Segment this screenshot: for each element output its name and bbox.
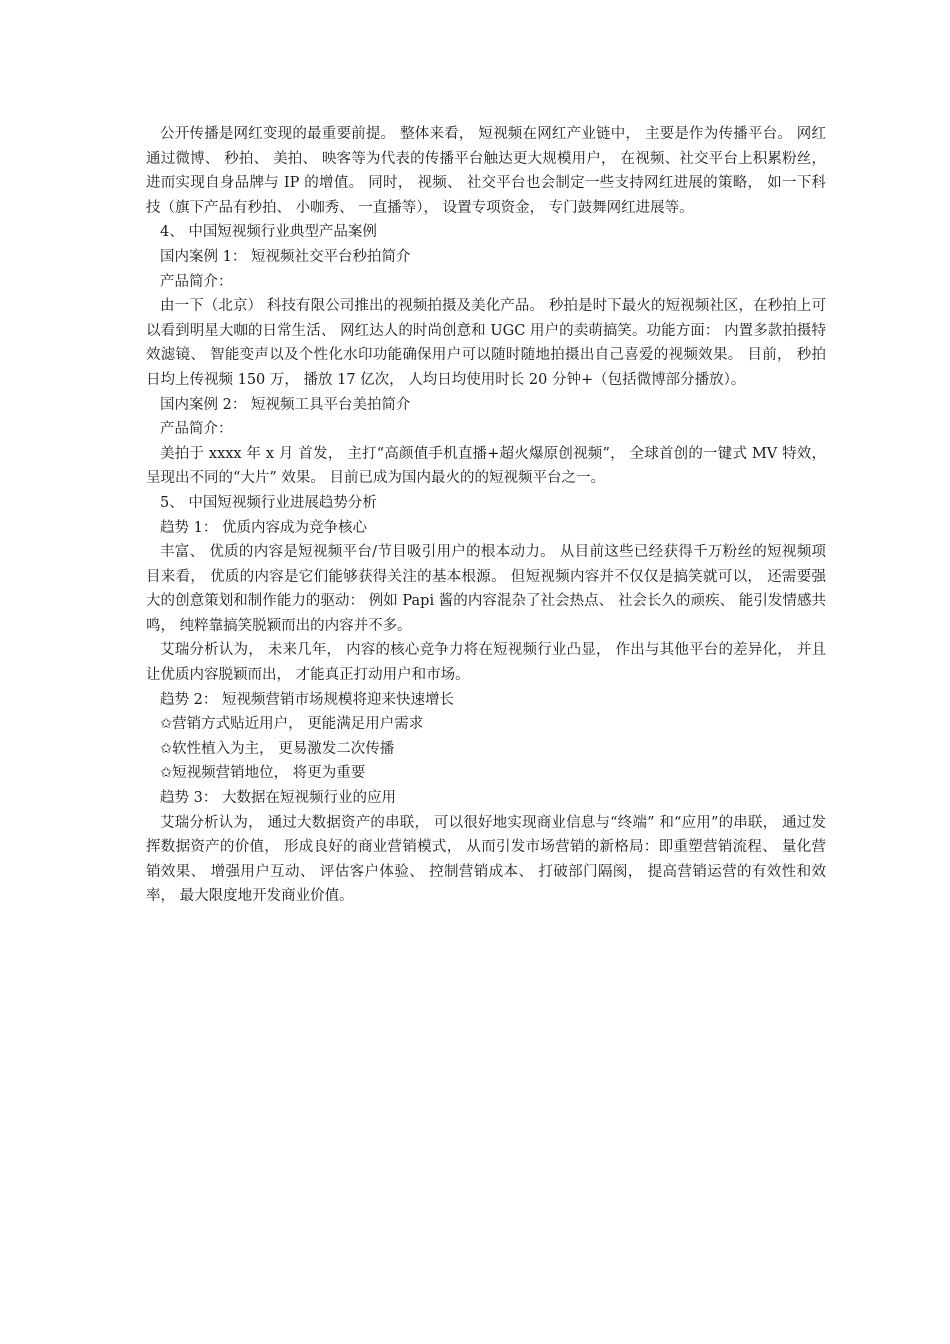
section-heading-4: 4、 中国短视频行业典型产品案例	[160, 224, 377, 241]
bullet-item-3: ✩短视频营销地位， 将更为重要	[160, 765, 366, 782]
trend-2-title: 趋势 2： 短视频营销市场规模将迎来快速增长	[160, 691, 454, 708]
paragraph-iresearch-analysis-1: 艾瑞分析认为， 未来几年， 内容的核心竞争力将在短视频行业凸显， 作出与其他平台的差异化， 并且让优质内容脱颖而出， 才能真正打动用户和市场。	[146, 642, 826, 684]
product-intro-label-2: 产品简介：	[160, 421, 233, 438]
paragraph-meipai: 美拍于 xxxx 年 x 月 首发， 主打“高颜值手机直播+超火爆原创视频”， 全球首创的一键式 MV 特效， 呈现出不同的“大片” 效果。 目前已成为国内最火的的短视频平台之一。	[146, 445, 826, 487]
paragraph-big-data: 艾瑞分析认为， 通过大数据资产的串联， 可以很好地实现商业信息与“终端” 和“应用”的串联， 通过发挥数据资产的价值， 形成良好的商业营销模式， 从而引发市场营销的新格局：即重塑营销流程、 量化营销效果、 增强用户互动、 评估客户体验、 控制营销成本、 打破部门隔阂， 提高营销运营的有效性和效率， 最大限度地开发商业价值。	[146, 814, 826, 905]
trend-3-title: 趋势 3： 大数据在短视频行业的应用	[160, 790, 396, 807]
paragraph-miaopai: 由一下（北京） 科技有限公司推出的视频拍摄及美化产品。 秒拍是时下最火的短视频社区，在秒拍上可以看到明星大咖的日常生活、 网红达人的时尚创意和 UGC 用户的卖萌搞笑。功能方面： 内置多款拍摄特效滤镜、 智能变声以及个性化水印功能确保用户可以随时随地拍摄出自己喜爱的视频效果。 目前， 秒拍日均上传视频 150 万， 播放 17 亿次， 人均日均使用时长 20 分钟+（包括微博部分播放）。	[146, 298, 826, 388]
document-body	[146, 122, 826, 909]
trend-1-title: 趋势 1： 优质内容成为竞争核心	[160, 519, 367, 536]
bullet-item-2: ✩软性植入为主， 更易激发二次传播	[160, 740, 395, 757]
case-1-title: 国内案例 1： 短视频社交平台秒拍简介	[160, 248, 411, 265]
paragraph-quality-content: 丰富、 优质的内容是短视频平台/节目吸引用户的根本动力。 从目前这些已经获得千万粉丝的短视频项目来看， 优质的内容是它们能够获得关注的基本根源。 但短视频内容并不仅仅是搞笑就可以， 还需要强大的创意策划和制作能力的驱动： 例如 Papi 酱的内容混杂了社会热点、 社会长久的顽疾、 能引发情感共鸣， 纯粹靠搞笑脱颖而出的内容并不多。	[146, 544, 826, 634]
section-heading-5: 5、 中国短视频行业进展趋势分析	[160, 494, 377, 511]
paragraph-monetization: 公开传播是网红变现的最重要前提。 整体来看， 短视频在网红产业链中， 主要是作为传播平台。 网红通过微博、 秒拍、 美拍、 映客等为代表的传播平台触达更大规模用户， 在视频、社交平台上积累粉丝， 进而实现自身品牌与 IP 的增值。 同时， 视频、 社交平台也会制定一些支持网红进展的策略， 如一下科技（旗下产品有秒拍、 小咖秀、 一直播等）， 设置专项资金， 专门鼓舞网红进展等。	[146, 126, 826, 216]
bullet-item-1: ✩营销方式贴近用户， 更能满足用户需求	[160, 716, 424, 733]
case-2-title: 国内案例 2： 短视频工具平台美拍简介	[160, 396, 411, 413]
product-intro-label-1: 产品简介：	[160, 273, 233, 290]
